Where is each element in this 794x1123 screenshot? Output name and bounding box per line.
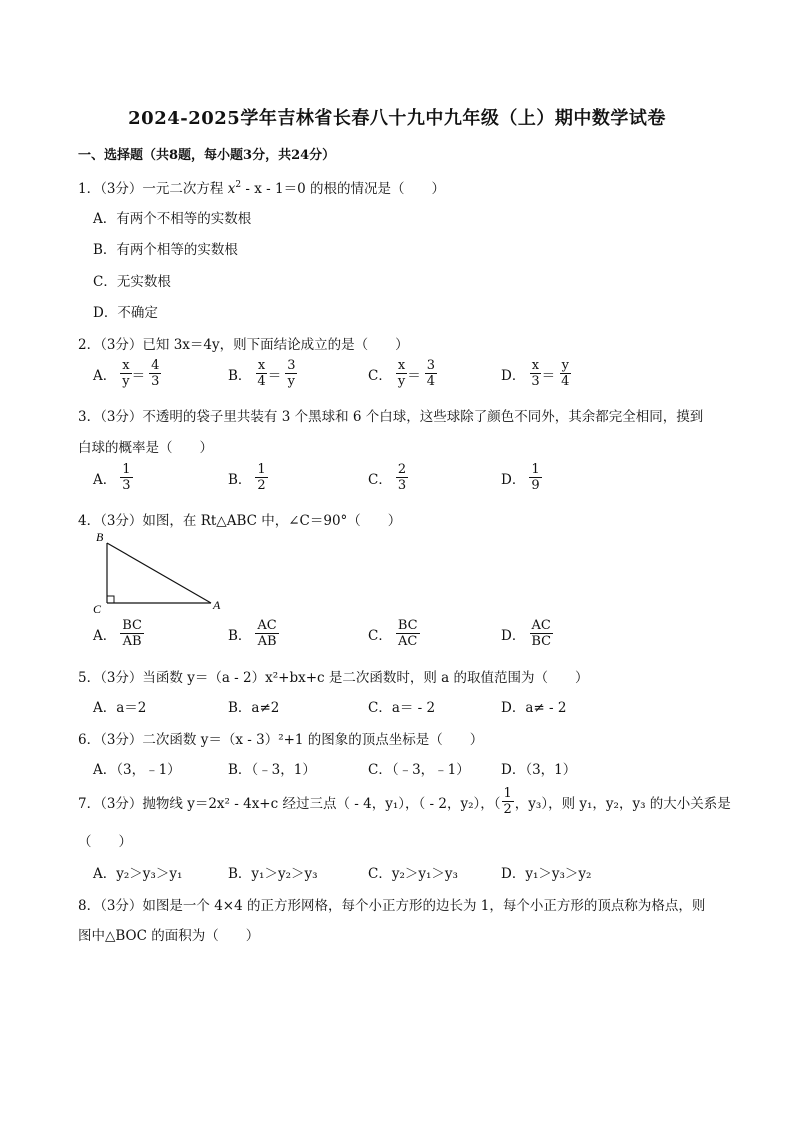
fraction: $\frac{y}{4}$: [561, 358, 570, 389]
question-6-stem: 6．（3分）二次函数 y＝（x - 3）²+1 的图象的顶点坐标是（ ）: [78, 732, 484, 748]
fraction: $\frac{x}{y}$: [122, 358, 130, 389]
fraction: $\frac{BC}{AB}$: [122, 618, 142, 649]
fraction: $\frac{1}{9}$: [531, 462, 540, 493]
fraction: $\frac{AC}{AB}$: [257, 618, 277, 649]
question-3-option-c: C． $\frac{2}{3}$: [368, 462, 407, 493]
question-2-option-c: C． $\frac{x}{y}$ ＝ $\frac{3}{4}$: [368, 358, 435, 389]
fraction: $\frac{1}{2}$: [257, 462, 266, 493]
question-4-option-d: D． $\frac{AC}{BC}$: [501, 618, 552, 649]
question-8-stem-line-1: 8．（3分）如图是一个 4×4 的正方形网格，每个小正方形的边长为 1，每个小正方形的顶点称为格点，则: [78, 898, 706, 914]
question-3-option-a: A． $\frac{1}{3}$: [93, 462, 131, 493]
question-1-option-a: A．有两个不相等的实数根: [93, 211, 252, 227]
question-5-option-c: C．a＝ - 2: [368, 700, 436, 716]
fraction: $\frac{x}{3}$: [531, 358, 540, 389]
fraction: $\frac{4}{3}$: [151, 358, 160, 389]
question-6-option-d: D．（3，1）: [501, 762, 577, 778]
question-5-option-a: A．a＝2: [93, 700, 147, 716]
fraction: $\frac{x}{y}$: [397, 358, 406, 389]
question-6-option-c: C．（﹣3，﹣1）: [368, 762, 470, 778]
question-2-option-b: B． $\frac{x}{4}$ ＝ $\frac{3}{y}$: [228, 358, 296, 389]
question-7-option-b: B．y₁＞y₂＞y₃: [228, 866, 318, 882]
question-7-stem-line-1: 7．（3分）抛物线 y＝2x² - 4x+c 经过三点（ - 4，y₁），（ - 2，y₂），（ $\frac{1}{2}$ ，y₃），则 y₁，y₂，y₃ 的大小关系是: [78, 786, 731, 817]
right-angle-mark: [107, 596, 114, 603]
question-2-option-d: D． $\frac{x}{3}$ ＝ $\frac{y}{4}$: [501, 358, 570, 389]
fraction: $\frac{x}{4}$: [257, 358, 266, 389]
right-triangle-figure: [88, 528, 228, 618]
vertex-label-b: B: [96, 530, 104, 544]
vertex-label-c: C: [93, 602, 102, 616]
question-2-option-a: A． $\frac{x}{y}$ ＝ $\frac{4}{3}$: [93, 358, 160, 389]
fraction: $\frac{3}{4}$: [426, 358, 435, 389]
question-8-stem-line-2: 图中△BOC 的面积为（ ）: [78, 928, 260, 944]
question-3-stem-line-2: 白球的概率是（ ）: [78, 440, 213, 456]
vertex-label-a: A: [213, 598, 221, 612]
question-7-stem-line-2: （ ）: [78, 834, 132, 850]
question-5-option-b: B．a≠2: [228, 700, 280, 716]
question-1-option-d: D．不确定: [93, 305, 158, 321]
fraction: $\frac{1}{2}$: [503, 786, 512, 817]
fraction: $\frac{3}{y}$: [287, 358, 296, 389]
fraction: $\frac{2}{3}$: [397, 462, 407, 493]
question-3-option-d: D． $\frac{1}{9}$: [501, 462, 540, 493]
question-6-option-a: A．（3，﹣1）: [93, 762, 181, 778]
question-3-stem-line-1: 3．（3分）不透明的袋子里共装有 3 个黑球和 6 个白球，这些球除了颜色不同外，其余都完全相同，摸到: [78, 409, 704, 425]
question-2-stem: 2．（3分）已知 3x＝4y，则下面结论成立的是（ ）: [78, 337, 409, 353]
fraction: $\frac{1}{3}$: [122, 462, 131, 493]
fraction: $\frac{BC}{AC}$: [397, 618, 418, 649]
question-7-option-d: D．y₁＞y₃＞y₂: [501, 866, 592, 882]
page-title: 2024-2025学年吉林省长春八十九中九年级（上）期中数学试卷: [128, 108, 666, 129]
question-1-option-b: B．有两个相等的实数根: [93, 242, 238, 258]
fraction: $\frac{AC}{BC}$: [531, 618, 552, 649]
question-5-stem: 5．（3分）当函数 y＝（a - 2）x²+bx+c 是二次函数时，则 a 的取值范围为（ ）: [78, 670, 589, 686]
question-7-option-a: A．y₂＞y₃＞y₁: [93, 866, 183, 882]
question-4-stem: 4．（3分）如图，在 Rt△ABC 中，∠C＝90°（ ）: [78, 513, 402, 529]
question-1-stem: 1．（3分）一元二次方程 $x^2 - x - 1=0$ 的根的情况是（ ）: [78, 180, 445, 197]
side-ab: [107, 543, 211, 603]
question-4-option-a: A． $\frac{BC}{AB}$: [93, 618, 142, 649]
question-7-option-c: C．y₂＞y₁＞y₃: [368, 866, 458, 882]
question-6-option-b: B．（﹣3，1）: [228, 762, 316, 778]
question-1-option-c: C．无实数根: [93, 274, 171, 290]
question-5-option-d: D．a≠ - 2: [501, 700, 567, 716]
question-3-option-b: B． $\frac{1}{2}$: [228, 462, 266, 493]
section-heading: 一、选择题（共8题，每小题3分，共24分）: [78, 148, 336, 163]
question-4-option-b: B． $\frac{AC}{AB}$: [228, 618, 277, 649]
question-4-option-c: C． $\frac{BC}{AC}$: [368, 618, 418, 649]
